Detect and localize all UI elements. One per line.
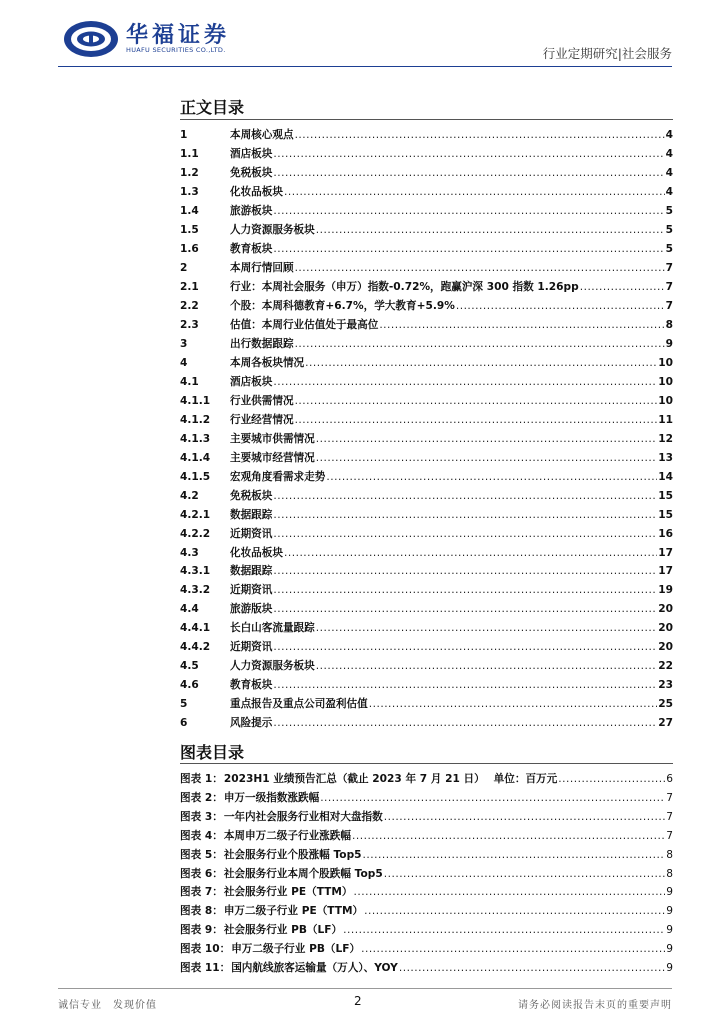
toc-entry-page: 7 <box>665 299 673 312</box>
figures-title: 图表目录 <box>180 743 245 762</box>
figure-entry-page: 7 <box>666 810 673 823</box>
figure-entry-title: 社会服务行业 PE（TTM） <box>223 886 353 899</box>
figure-leader-dots <box>352 831 665 842</box>
toc-entry-page: 7 <box>665 261 673 274</box>
toc-entry-title: 酒店板块 <box>230 375 273 388</box>
toc-entry-page: 15 <box>658 489 673 502</box>
figure-entry-label: 图表 7： <box>180 886 223 899</box>
figure-entry[interactable] <box>180 883 673 902</box>
toc-leader-dots <box>295 339 665 350</box>
toc-leader-dots <box>295 415 658 426</box>
toc-leader-dots <box>580 282 665 293</box>
toc-entry-title: 行业供需情况 <box>230 394 294 407</box>
toc-leader-dots <box>273 168 664 179</box>
figure-entry-page: 9 <box>666 924 673 937</box>
toc-entry-page: 20 <box>658 641 673 654</box>
toc-leader-dots <box>316 434 658 445</box>
toc-entry-title: 免税板块 <box>230 167 273 180</box>
figure-leader-dots <box>384 812 666 823</box>
figure-entry-title: 社会服务行业本周个股跌幅 Top5 <box>223 867 383 880</box>
toc-entry-title: 出行数据跟踪 <box>230 337 294 350</box>
toc-entry-number: 4.3 <box>180 546 199 559</box>
toc-leader-dots <box>316 225 665 236</box>
figure-entry-label: 图表 1： <box>180 773 223 786</box>
toc-entry-page: 17 <box>658 546 673 559</box>
toc-entry-page: 8 <box>665 318 673 331</box>
toc-entry[interactable] <box>180 240 673 259</box>
toc-entry-number: 4.4.1 <box>180 622 211 635</box>
toc-entry-page: 9 <box>665 337 673 350</box>
toc-entry-number: 4.1.5 <box>180 470 211 483</box>
figure-leader-dots <box>399 963 665 974</box>
page-number: 2 <box>354 994 362 1008</box>
toc-entry[interactable] <box>180 600 673 619</box>
toc-entry-title: 化妆品板块 <box>230 186 283 199</box>
figure-entry[interactable] <box>180 902 673 921</box>
toc-entry-number: 2 <box>180 261 188 274</box>
toc-entry[interactable] <box>180 278 673 297</box>
figure-entry-title: 申万二级子行业 PB（LF） <box>231 943 361 956</box>
figure-leader-dots <box>384 869 666 880</box>
toc-list <box>180 126 673 733</box>
toc-entry-number: 4.3.2 <box>180 584 211 597</box>
toc-leader-dots <box>305 358 657 369</box>
toc-entry-title: 人力资源服务板块 <box>230 224 315 237</box>
figure-leader-dots <box>354 887 666 898</box>
figures-divider <box>180 763 673 764</box>
figure-entry-label: 图表 4： <box>180 829 223 842</box>
toc-entry-number: 4.6 <box>180 679 199 692</box>
toc-entry[interactable] <box>180 448 673 467</box>
figure-entry-label: 图表 10： <box>180 943 231 956</box>
toc-entry[interactable] <box>180 164 673 183</box>
figure-entry[interactable] <box>180 959 673 978</box>
figure-leader-dots <box>343 925 665 936</box>
toc-leader-dots <box>273 244 664 255</box>
company-logo <box>62 18 242 60</box>
toc-entry[interactable] <box>180 467 673 486</box>
toc-entry-number: 4.1.4 <box>180 451 211 464</box>
footer-disclaimer: 请务必阅读报告末页的重要声明 <box>518 1000 672 1011</box>
figure-entry-label: 图表 8： <box>180 905 223 918</box>
toc-entry[interactable] <box>180 373 673 392</box>
toc-entry[interactable] <box>180 221 673 240</box>
toc-leader-dots <box>295 263 665 274</box>
toc-entry[interactable] <box>180 145 673 164</box>
toc-entry-title: 行业：本周社会服务（申万）指数-0.72%，跑赢沪深 300 指数 1.26pp <box>230 280 579 293</box>
footer-divider <box>58 988 672 989</box>
toc-leader-dots <box>326 472 657 483</box>
toc-leader-dots <box>369 699 658 710</box>
toc-entry-page: 11 <box>658 413 673 426</box>
toc-leader-dots <box>273 718 657 729</box>
toc-entry-title: 近期资讯 <box>230 641 273 654</box>
toc-entry[interactable] <box>180 524 673 543</box>
toc-entry-number: 3 <box>180 337 188 350</box>
toc-entry[interactable] <box>180 581 673 600</box>
figure-entry[interactable] <box>180 808 673 827</box>
toc-entry[interactable] <box>180 297 673 316</box>
toc-entry-page: 10 <box>658 375 673 388</box>
toc-entry[interactable] <box>180 430 673 449</box>
figure-entry-page: 7 <box>666 829 673 842</box>
toc-entry-number: 4.4.2 <box>180 641 211 654</box>
toc-entry-page: 25 <box>658 698 673 711</box>
toc-entry-title: 本周核心观点 <box>230 129 294 142</box>
toc-leader-dots <box>316 623 658 634</box>
figure-leader-dots <box>361 944 665 955</box>
figure-entry-label: 图表 11： <box>180 962 231 975</box>
toc-entry[interactable] <box>180 676 673 695</box>
figure-entry-title: 本周申万二级子行业涨跌幅 <box>223 829 351 842</box>
figure-entry[interactable] <box>180 846 673 865</box>
figure-entry[interactable] <box>180 789 673 808</box>
toc-entry-number: 4.1.2 <box>180 413 211 426</box>
toc-entry[interactable] <box>180 486 673 505</box>
toc-entry-title: 重点报告及重点公司盈利估值 <box>230 698 368 711</box>
huafu-logo-icon <box>62 18 120 60</box>
header-divider <box>58 66 672 67</box>
toc-entry[interactable] <box>180 183 673 202</box>
toc-leader-dots <box>273 149 664 160</box>
toc-entry-page: 5 <box>665 205 673 218</box>
toc-leader-dots <box>284 548 657 559</box>
toc-entry-number: 6 <box>180 717 188 730</box>
toc-entry-title: 教育板块 <box>230 243 273 255</box>
figure-entry[interactable] <box>180 827 673 846</box>
figure-entry-page: 6 <box>666 773 673 786</box>
figure-leader-dots <box>363 850 666 861</box>
report-type: 行业定期研究|社会服务 <box>542 46 672 61</box>
toc-divider <box>180 119 673 120</box>
figure-leader-dots <box>320 793 665 804</box>
toc-entry[interactable] <box>180 411 673 430</box>
figure-entry-page: 7 <box>666 792 673 805</box>
toc-entry-title: 数据跟踪 <box>230 508 273 521</box>
toc-entry-number: 1.2 <box>180 167 199 180</box>
toc-entry-page: 15 <box>658 508 673 521</box>
toc-entry[interactable] <box>180 695 673 714</box>
toc-leader-dots <box>273 680 657 691</box>
toc-entry-number: 1.3 <box>180 186 199 199</box>
toc-entry-title: 近期资讯 <box>230 584 273 597</box>
toc-entry-title: 个股：本周科德教育+6.7%，学大教育+5.9% <box>230 299 455 312</box>
toc-leader-dots <box>273 604 657 615</box>
toc-entry-page: 5 <box>665 243 673 255</box>
toc-entry-page: 14 <box>658 470 673 483</box>
figure-leader-dots <box>364 906 665 917</box>
toc-leader-dots <box>273 491 657 502</box>
toc-leader-dots <box>273 206 664 217</box>
figure-entry-page: 9 <box>666 943 673 956</box>
toc-entry-title: 旅游版块 <box>230 603 273 616</box>
toc-entry-title: 近期资讯 <box>230 527 273 540</box>
toc-entry-number: 4 <box>180 356 188 369</box>
toc-entry[interactable] <box>180 543 673 562</box>
toc-entry-number: 1.6 <box>180 243 199 255</box>
toc-entry[interactable] <box>180 202 673 221</box>
figure-entry[interactable] <box>180 770 673 789</box>
toc-entry-title: 旅游板块 <box>230 205 273 218</box>
toc-entry[interactable] <box>180 714 673 733</box>
figure-entry-page: 9 <box>666 886 673 899</box>
figure-entry-title: 社会服务行业个股涨幅 Top5 <box>223 848 362 861</box>
toc-entry-page: 20 <box>658 622 673 635</box>
company-name-cn: 华福证券 <box>126 23 231 48</box>
figure-entry-title: 一年内社会服务行业相对大盘指数 <box>223 810 383 823</box>
figure-entry-page: 8 <box>666 867 673 880</box>
toc-entry-page: 20 <box>658 603 673 616</box>
figure-entry-title: 2023H1 业绩预告汇总（截止 2023 年 7 月 21 日） 单位：百万元 <box>223 773 558 786</box>
toc-entry[interactable] <box>180 392 673 411</box>
toc-entry[interactable] <box>180 619 673 638</box>
figures-list <box>180 770 673 978</box>
toc-entry-page: 19 <box>658 584 673 597</box>
footer-slogan: 诚信专业 发现价值 <box>58 1000 157 1011</box>
toc-entry-title: 行业经营情况 <box>230 413 294 426</box>
toc-entry-page: 22 <box>658 660 673 673</box>
toc-entry-page: 4 <box>665 129 673 142</box>
toc-entry-number: 2.1 <box>180 280 199 293</box>
toc-entry-page: 10 <box>658 394 673 407</box>
figure-entry-page: 8 <box>666 848 673 861</box>
figure-entry-title: 国内航线旅客运输量（万人）、YOY <box>231 962 398 975</box>
toc-entry-number: 4.2.2 <box>180 527 211 540</box>
toc-entry[interactable] <box>180 316 673 335</box>
toc-entry-number: 1.1 <box>180 148 199 161</box>
figure-entry-title: 申万二级子行业 PE（TTM） <box>223 905 364 918</box>
toc-entry-number: 4.4 <box>180 603 199 616</box>
toc-leader-dots <box>379 320 664 331</box>
figure-entry[interactable] <box>180 940 673 959</box>
toc-entry-title: 教育板块 <box>230 679 273 692</box>
figure-entry[interactable] <box>180 864 673 883</box>
toc-entry-title: 本周行情回顾 <box>230 261 294 274</box>
figure-entry-label: 图表 9： <box>180 924 223 937</box>
toc-entry[interactable] <box>180 562 673 581</box>
toc-entry[interactable] <box>180 126 673 145</box>
toc-entry-page: 13 <box>658 451 673 464</box>
toc-entry[interactable] <box>180 335 673 354</box>
toc-entry-page: 4 <box>665 167 673 180</box>
toc-entry-title: 免税板块 <box>230 489 273 502</box>
toc-entry[interactable] <box>180 354 673 373</box>
figure-entry-label: 图表 2： <box>180 792 223 805</box>
toc-entry-title: 酒店板块 <box>230 148 273 161</box>
toc-leader-dots <box>295 396 658 407</box>
toc-entry-number: 1.4 <box>180 205 199 218</box>
toc-entry-page: 27 <box>658 717 673 730</box>
figure-entry-page: 9 <box>666 962 673 975</box>
figure-entry-title: 社会服务行业 PB（LF） <box>223 924 343 937</box>
toc-entry[interactable] <box>180 638 673 657</box>
toc-entry[interactable] <box>180 657 673 676</box>
toc-entry-page: 5 <box>665 224 673 237</box>
toc-leader-dots <box>316 453 658 464</box>
toc-leader-dots <box>273 377 657 388</box>
toc-entry-number: 4.1.1 <box>180 394 211 407</box>
toc-entry-title: 化妆品板块 <box>230 546 283 559</box>
figure-entry-label: 图表 5： <box>180 848 223 861</box>
toc-leader-dots <box>456 301 665 312</box>
toc-entry-number: 1.5 <box>180 224 199 237</box>
toc-leader-dots <box>284 187 665 198</box>
toc-entry-number: 4.3.1 <box>180 565 211 578</box>
toc-entry-number: 4.2.1 <box>180 508 211 521</box>
toc-leader-dots <box>273 529 657 540</box>
company-name-en: HUAFU SECURITIES CO.,LTD. <box>126 46 226 54</box>
toc-entry-title: 宏观角度看需求走势 <box>230 470 326 483</box>
figure-entry-title: 申万一级指数涨跌幅 <box>223 792 320 805</box>
toc-entry-page: 7 <box>665 280 673 293</box>
toc-entry-number: 4.1.3 <box>180 432 211 445</box>
toc-entry-number: 2.3 <box>180 318 199 331</box>
toc-entry-title: 本周各板块情况 <box>230 356 305 369</box>
figure-entry-label: 图表 3： <box>180 810 223 823</box>
toc-entry-number: 4.1 <box>180 375 199 388</box>
toc-entry-title: 人力资源服务板块 <box>230 660 315 673</box>
toc-leader-dots <box>295 130 665 141</box>
toc-entry-title: 主要城市供需情况 <box>230 432 315 445</box>
toc-entry-number: 5 <box>180 698 188 711</box>
figure-leader-dots <box>558 774 665 785</box>
toc-entry-number: 1 <box>180 129 188 142</box>
figure-entry[interactable] <box>180 921 673 940</box>
toc-leader-dots <box>316 661 658 672</box>
toc-entry-title: 长白山客流量跟踪 <box>230 622 315 635</box>
toc-leader-dots <box>273 510 657 521</box>
toc-entry[interactable] <box>180 505 673 524</box>
toc-entry-title: 主要城市经营情况 <box>230 451 315 464</box>
toc-entry-page: 12 <box>658 432 673 445</box>
toc-entry-number: 4.2 <box>180 489 199 502</box>
figure-entry-label: 图表 6： <box>180 867 223 880</box>
figure-entry-page: 9 <box>666 905 673 918</box>
toc-entry-number: 4.5 <box>180 660 199 673</box>
toc-entry[interactable] <box>180 259 673 278</box>
toc-entry-page: 10 <box>658 356 673 369</box>
toc-entry-title: 风险提示 <box>230 717 273 730</box>
toc-entry-page: 4 <box>665 148 673 161</box>
toc-leader-dots <box>273 585 657 596</box>
toc-entry-number: 2.2 <box>180 299 199 312</box>
toc-entry-title: 数据跟踪 <box>230 565 273 578</box>
toc-title: 正文目录 <box>180 98 245 117</box>
toc-entry-page: 4 <box>665 186 673 199</box>
toc-entry-page: 23 <box>658 679 673 692</box>
toc-leader-dots <box>273 566 657 577</box>
toc-leader-dots <box>273 642 657 653</box>
toc-entry-page: 16 <box>658 527 673 540</box>
toc-entry-title: 估值：本周行业估值处于最高位 <box>230 318 379 331</box>
toc-entry-page: 17 <box>658 565 673 578</box>
